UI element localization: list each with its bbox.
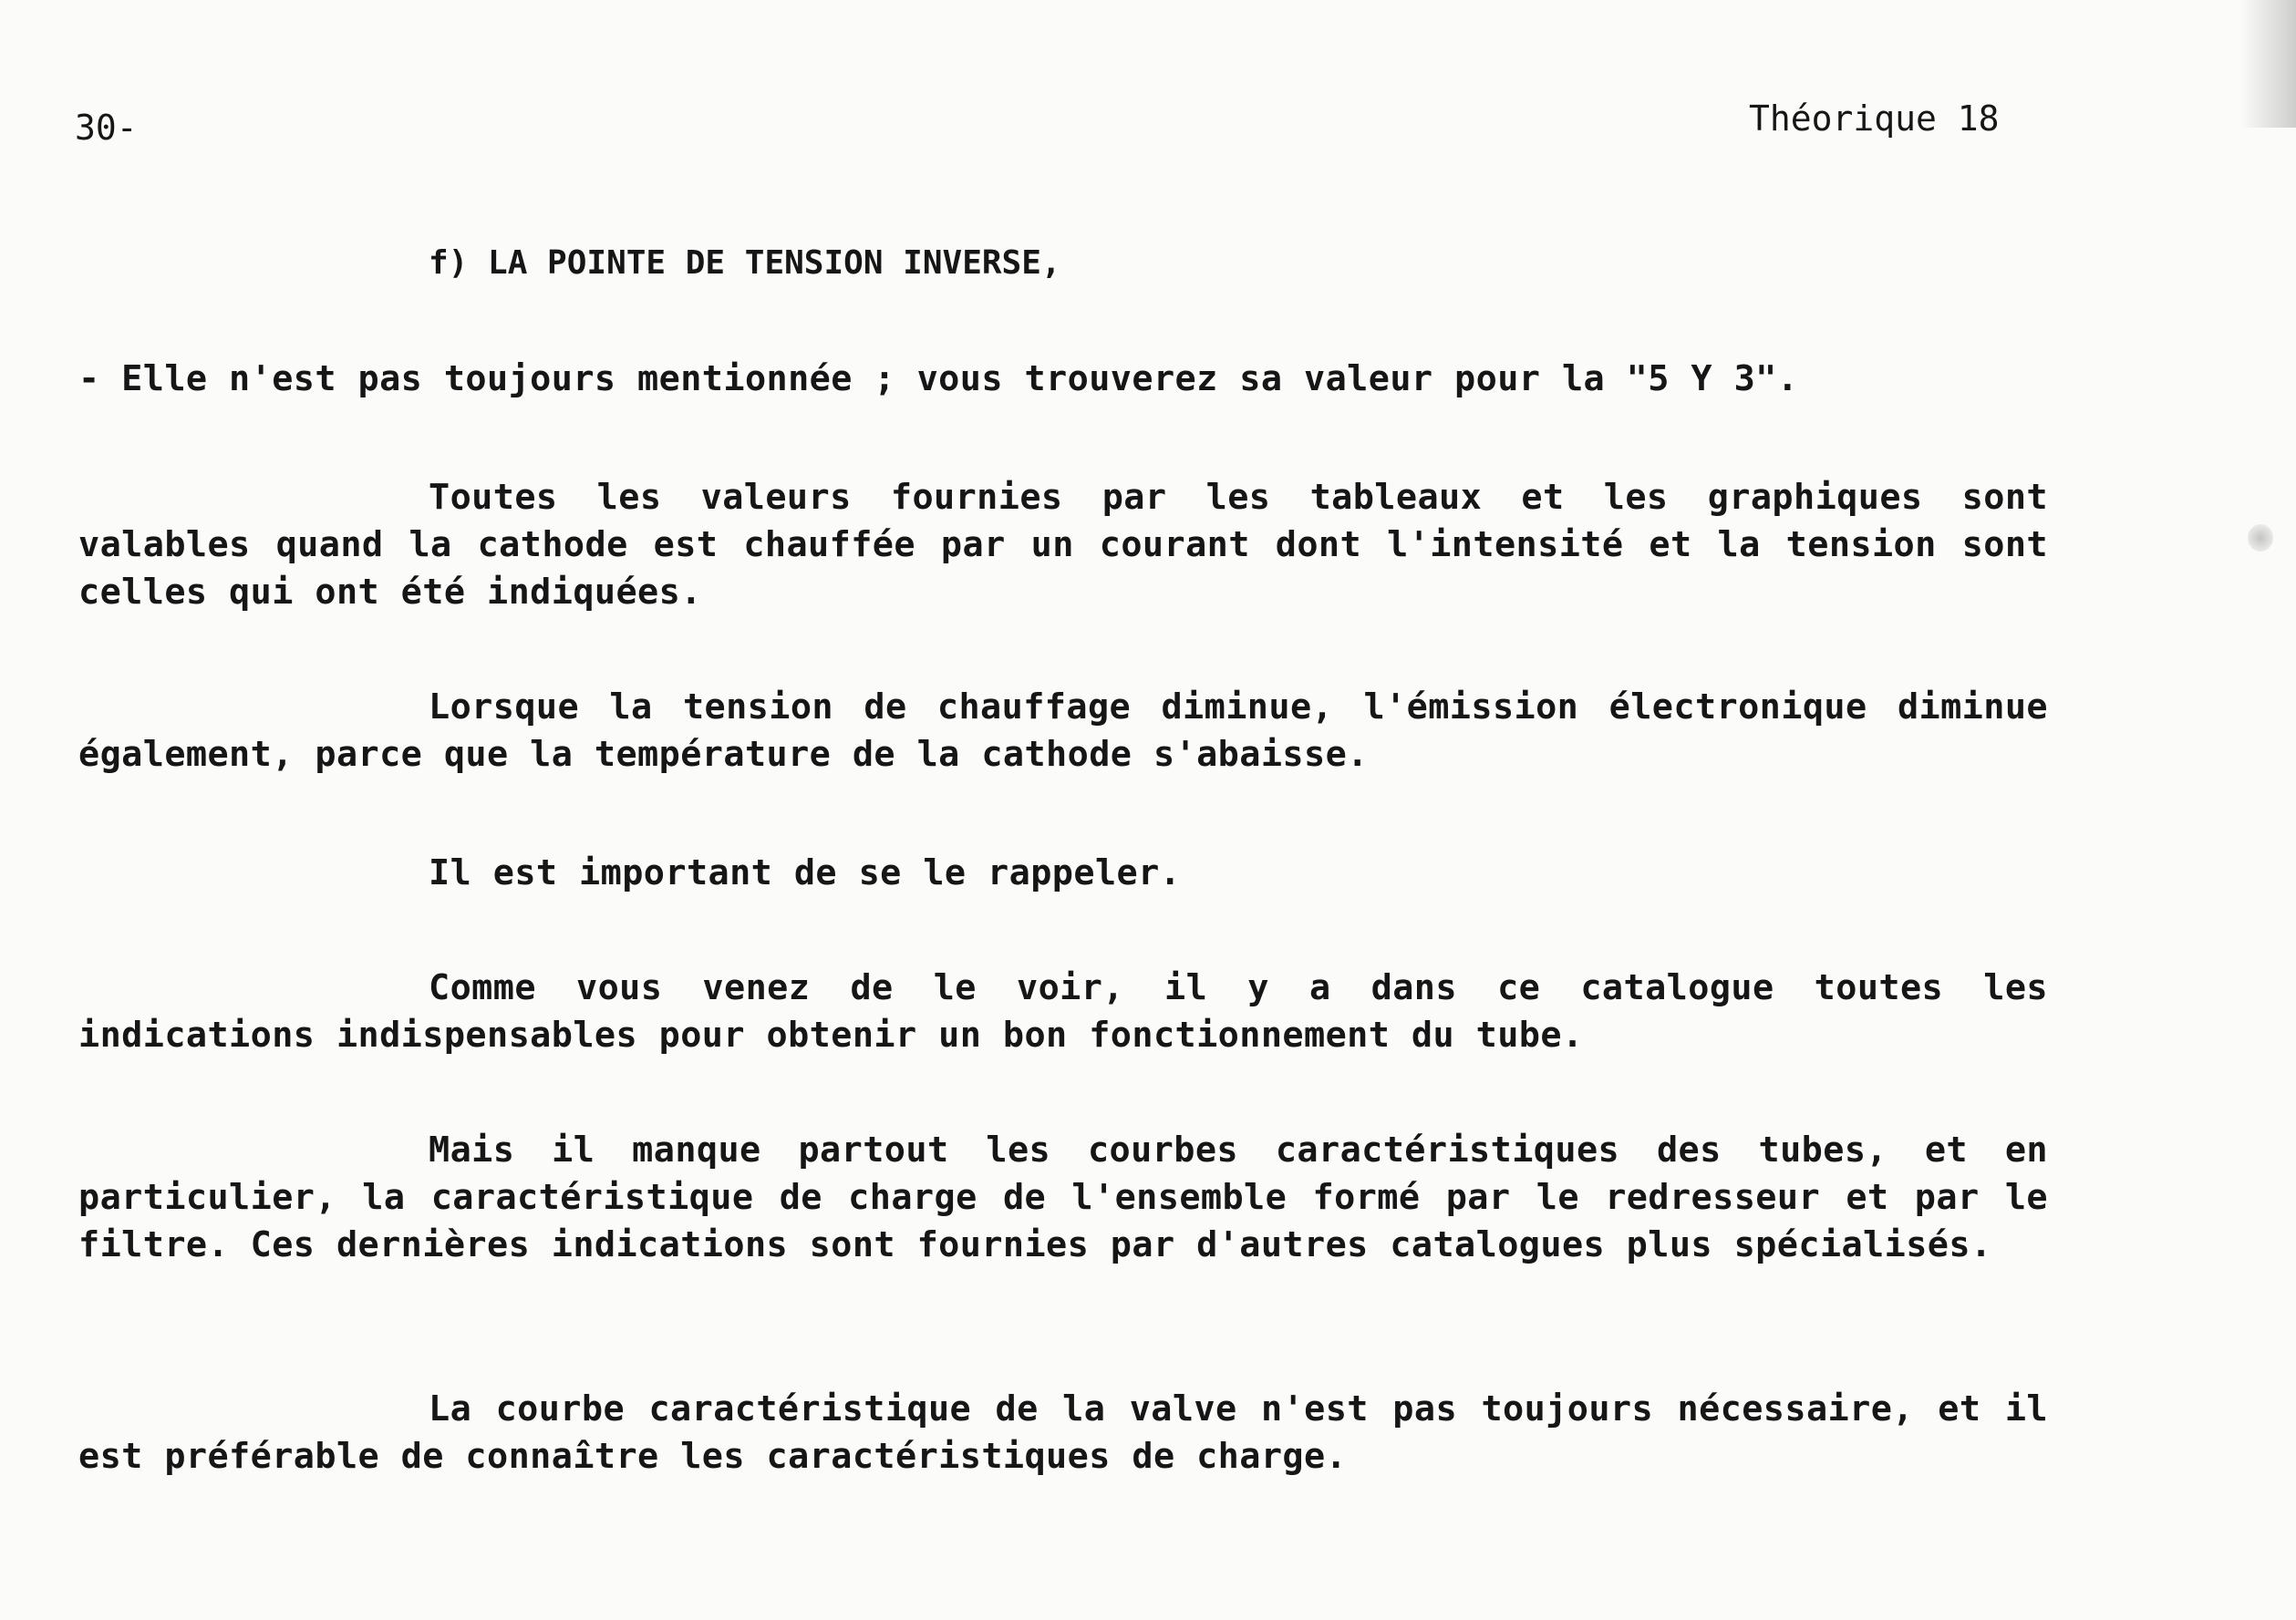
paragraph-text: Mais il manque partout les courbes caractéristiques des tubes, et en particulier, la caractéristique de charge de l'ensemble formé par le redresseur et par le filtre. Ces dernières indications sont fournies par d'autres catalogues plus spécialisés. xyxy=(78,1130,2048,1265)
page-section-label: Théorique 18 xyxy=(1749,98,2000,139)
paragraph xyxy=(78,850,2048,897)
paragraph xyxy=(78,965,2048,1059)
paragraph-lead: - Elle n'est pas toujours mentionnée ; vous trouverez sa valeur pour la "5 Y 3". xyxy=(78,358,1799,399)
paragraph xyxy=(78,684,2048,779)
paragraph-text: Comme vous venez de le voir, il y a dans ce catalogue toutes les indications indispensables pour obtenir un bon fonctionnement du tube. xyxy=(78,967,2048,1056)
page-number: 30- xyxy=(75,108,138,148)
paragraph-text: Lorsque la tension de chauffage diminue, l'émission électronique diminue également, parce que la température de la cathode s'abaisse. xyxy=(78,686,2048,775)
scan-smudge xyxy=(2248,524,2273,552)
paragraph xyxy=(78,474,2048,616)
paragraph xyxy=(78,1127,2048,1269)
scan-edge-shadow xyxy=(2241,0,2296,128)
paragraph xyxy=(78,1386,2048,1481)
paragraph-text: La courbe caractéristique de la valve n'est pas toujours nécessaire, et il est préférable de connaître les caractéristiques de charge. xyxy=(78,1388,2048,1477)
section-title: f) LA POINTE DE TENSION INVERSE, xyxy=(429,244,1061,282)
paragraph-text: Toutes les valeurs fournies par les tableaux et les graphiques sont valables quand la cathode est chauffée par un courant dont l'intensité et la tension sont celles qui ont été indiquées. xyxy=(78,477,2048,613)
paragraph-text: Il est important de se le rappeler. xyxy=(429,852,1182,893)
